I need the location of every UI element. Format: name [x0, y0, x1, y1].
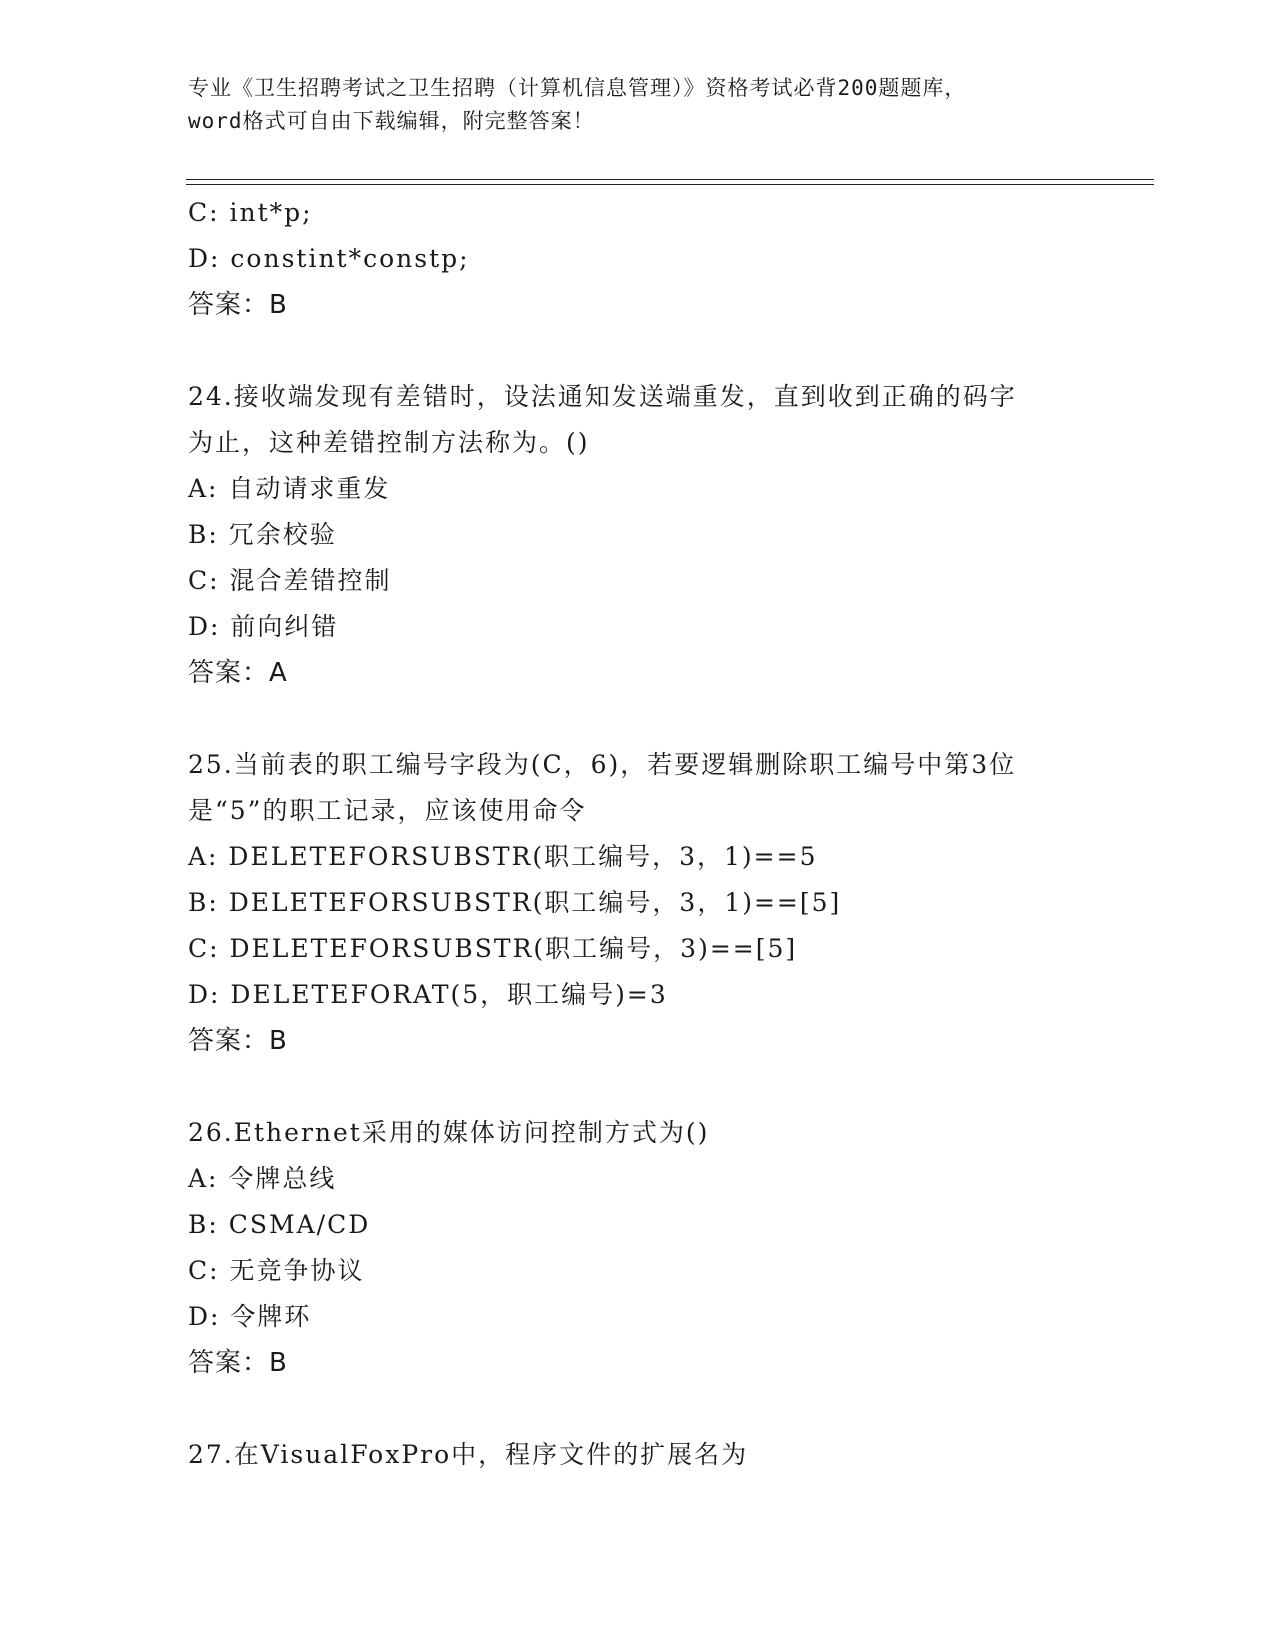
option-d: D: constint*constp; [188, 244, 470, 273]
question-stem-line: 25.当前表的职工编号字段为(C，6)，若要逻辑删除职工编号中第3位 [188, 750, 1017, 779]
answer-label: 答案：B [188, 1026, 288, 1056]
question-25 [188, 742, 1128, 1064]
option-c: C: DELETEFORSUBSTR(职工编号，3)==[5] [188, 934, 798, 963]
answer-label: 答案：B [188, 290, 288, 320]
option-b: B: CSMA/CD [188, 1210, 371, 1239]
answer-label: 答案：B [188, 1348, 288, 1378]
question-26 [188, 1110, 1128, 1386]
question-24 [188, 374, 1128, 696]
answer-label: 答案：A [188, 658, 288, 688]
document-header [188, 72, 1088, 138]
option-c: C: 混合差错控制 [188, 566, 392, 595]
option-c: C: 无竞争协议 [188, 1256, 365, 1285]
question-stem-line: 26.Ethernet采用的媒体访问控制方式为() [188, 1118, 710, 1147]
option-d: D: DELETEFORAT(5，职工编号)=3 [188, 980, 668, 1009]
header-line-1: 专业《卫生招聘考试之卫生招聘（计算机信息管理）》资格考试必背200题题库， [188, 76, 967, 100]
document-body [188, 190, 1128, 1478]
header-divider-top [186, 179, 1154, 180]
question-27 [188, 1432, 1128, 1478]
question-stem-line: 是“5”的职工记录，应该使用命令 [188, 796, 587, 825]
option-a: A: DELETEFORSUBSTR(职工编号，3，1)==5 [188, 842, 818, 871]
option-b: B: 冗余校验 [188, 520, 337, 549]
question-23-continuation [188, 190, 1128, 328]
option-d: D: 令牌环 [188, 1302, 312, 1331]
option-b: B: DELETEFORSUBSTR(职工编号，3，1)==[5] [188, 888, 842, 917]
option-a: A: 令牌总线 [188, 1164, 337, 1193]
option-a: A: 自动请求重发 [188, 474, 391, 503]
question-stem-line: 24.接收端发现有差错时，设法通知发送端重发，直到收到正确的码字 [188, 382, 1017, 411]
option-c: C: int*p; [188, 198, 313, 227]
header-divider-bottom [186, 184, 1154, 185]
question-stem-line: 为止，这种差错控制方法称为。() [188, 428, 590, 457]
option-d: D: 前向纠错 [188, 612, 339, 641]
question-stem-line: 27.在VisualFoxPro中，程序文件的扩展名为 [188, 1440, 749, 1469]
header-line-2: word格式可自由下载编辑，附完整答案！ [188, 109, 595, 133]
